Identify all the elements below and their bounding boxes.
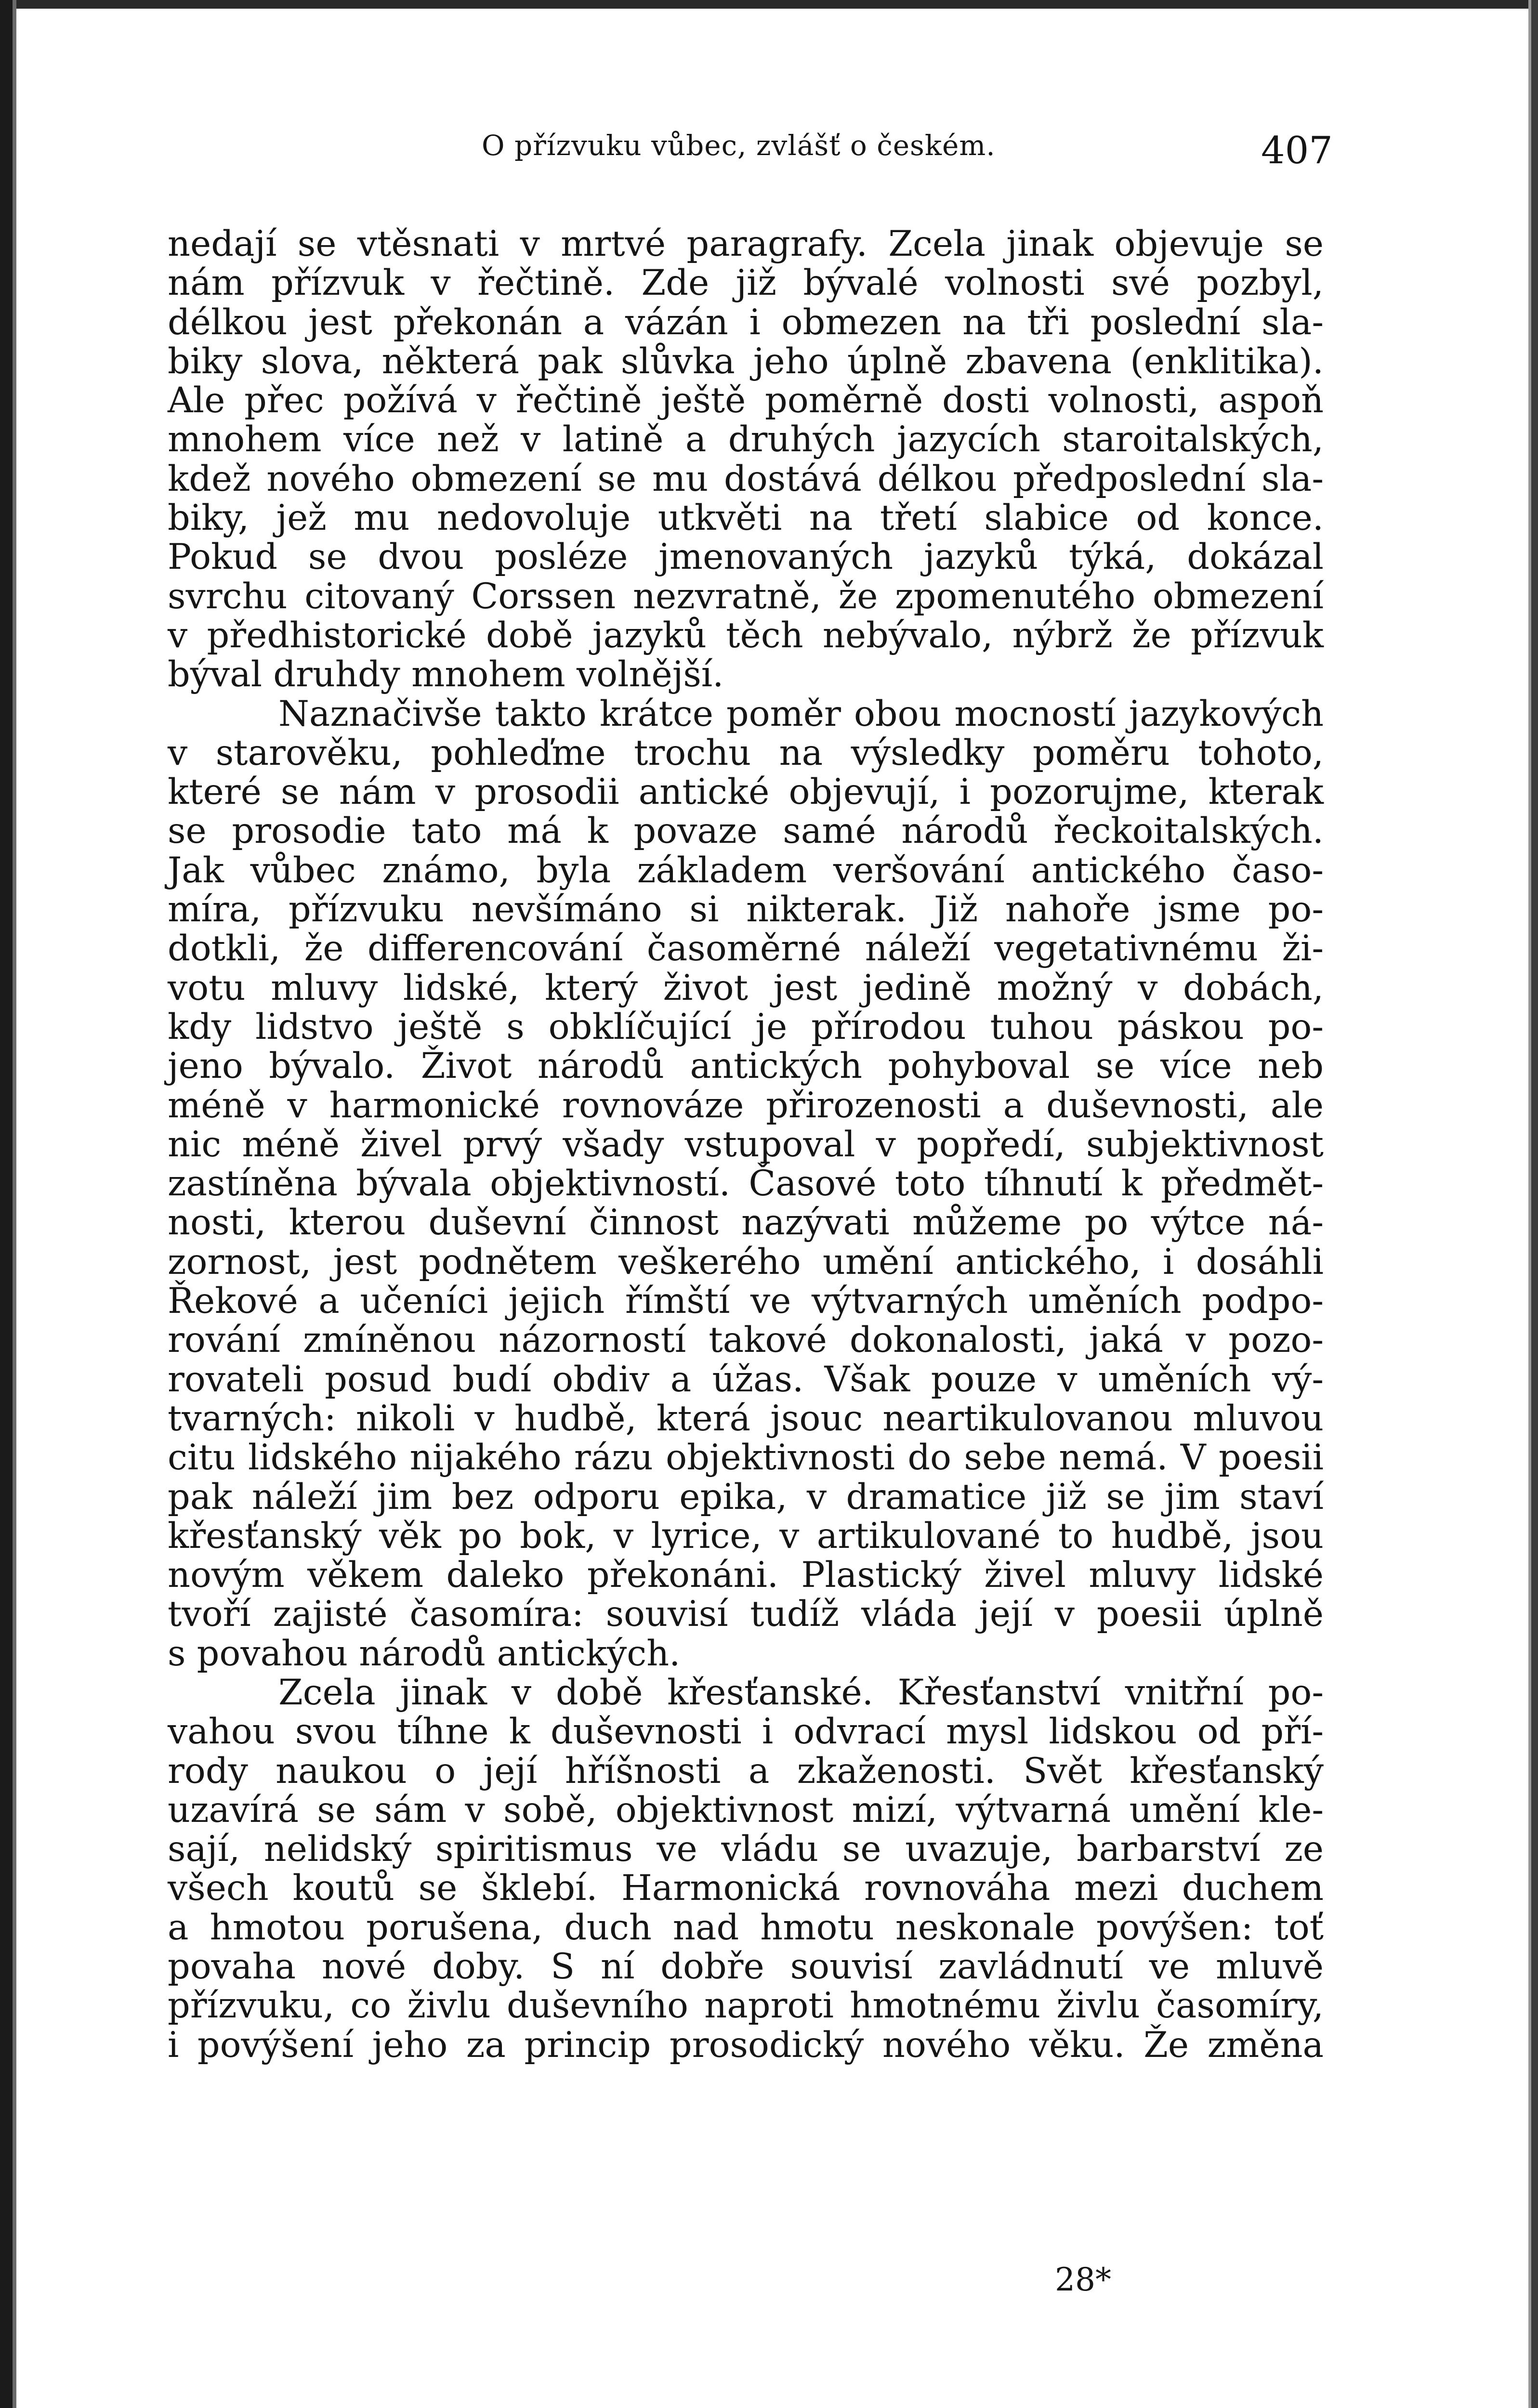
text-line: rody naukou o její hříšnosti a zkaženosti. Svět křesťanský (168, 1750, 1324, 1792)
text-line: míra, přízvuku nevšímáno si nikterak. Již nahoře jsme po- (168, 889, 1324, 930)
text-line: zornost, jest podnětem veškerého umění antického, i dosáhli (168, 1241, 1324, 1283)
text-line: mnohem více než v latině a druhých jazycích staroitalských, (168, 419, 1324, 460)
text-line: novým věkem daleko překonáni. Plastický živel mluvy lidské (168, 1555, 1324, 1596)
text-line: přízvuku, co živlu duševního naproti hmotnému živlu časomíry, (168, 1985, 1324, 2027)
text-line: Řekové a učeníci jejich římští ve výtvarných uměních podpo- (168, 1281, 1324, 1322)
text-line: votu mluvy lidské, který život jest jedině možný v dobách, (168, 967, 1324, 1008)
text-line: zastíněna bývala objektivností. Časové toto tíhnutí k předmět- (168, 1163, 1324, 1204)
text-line: Naznačivše takto krátce poměr obou mocností jazykových (278, 693, 1324, 734)
text-line: Ale přec požívá v řečtině ještě poměrně dosti volnosti, aspoň (168, 380, 1324, 421)
text-line: méně v harmonické rovnováze přirozenosti a duševnosti, ale (168, 1085, 1324, 1126)
text-line: uzavírá se sám v sobě, objektivnost mizí, výtvarná umění kle- (168, 1789, 1324, 1831)
body-text (168, 224, 1324, 2065)
text-line: všech koutů se šklebí. Harmonická rovnováha mezi duchem (168, 1868, 1324, 1909)
scan-border-left-shadow (13, 0, 16, 2408)
text-line: Pokud se dvou posléze jmenovaných jazyků týká, dokázal (168, 537, 1324, 578)
text-line: Jak vůbec známo, byla základem veršování antického časo- (168, 850, 1324, 891)
text-line: nám přízvuk v řečtině. Zde již bývalé volnosti své pozbyl, (168, 262, 1324, 304)
text-line: biky slova, některá pak slůvka jeho úplně zbavena (enklitika). (168, 340, 1324, 382)
text-line: které se nám v prosodii antické objevují, i pozorujme, kterak (168, 772, 1324, 813)
text-line: rovateli posud budí obdiv a úžas. Však pouze v uměních vý- (168, 1359, 1324, 1400)
text-line: s povahou národů antických. (168, 1633, 681, 1674)
text-line: svrchu citovaný Corssen nezvratně, že zpomenutého obmezení (168, 576, 1324, 617)
text-line: rování zmíněnou názorností takové dokonalosti, jaká v pozo- (168, 1320, 1324, 1361)
text-line: biky, jež mu nedovoluje utkvěti na třetí slabice od konce. (168, 497, 1324, 539)
text-line: kdež nového obmezení se mu dostává délkou předposlední sla- (168, 458, 1324, 499)
text-line: délkou jest překonán a vázán i obmezen na tři poslední sla- (168, 301, 1324, 343)
scan-border-left (0, 0, 13, 2408)
scan-border-right-shadow (1528, 0, 1531, 2408)
text-line: nic méně živel prvý všady vstupoval v popředí, subjektivnost (168, 1124, 1324, 1165)
text-line: v předhistorické době jazyků těch nebývalo, nýbrž že přízvuk (168, 615, 1324, 656)
text-line: tvarných: nikoli v hudbě, která jsouc neartikulovanou mluvou (168, 1398, 1324, 1439)
page-number: 407 (1261, 129, 1333, 172)
text-line: křesťanský věk po bok, v lyrice, v artikulované to hudbě, jsou (168, 1515, 1324, 1557)
text-line: tvoří zajisté časomíra: souvisí tudíž vláda její v poesii úplně (168, 1594, 1324, 1635)
text-line: i povýšení jeho za princip prosodický nového věku. Že změna (168, 2024, 1324, 2066)
running-header-title: O přízvuku vůbec, zvlášť o českém. (482, 129, 996, 162)
text-line: v starověku, pohleďme trochu na výsledky poměru tohoto, (168, 732, 1324, 773)
text-line: sají, nelidský spiritismus ve vládu se uvazuje, barbarství ze (168, 1829, 1324, 1870)
text-line: pak náleží jim bez odporu epika, v dramatice již se jim staví (168, 1476, 1324, 1518)
text-line: Zcela jinak v době křesťanské. Křesťanství vnitřní po- (278, 1672, 1324, 1713)
text-line: kdy lidstvo ještě s obklíčující je přírodou tuhou páskou po- (168, 1006, 1324, 1047)
text-line: citu lidského nijakého rázu objektivnosti do sebe nemá. V poesii (168, 1437, 1324, 1479)
signature-mark: 28* (1055, 2261, 1111, 2298)
text-line: jeno bývalo. Život národů antických pohyboval se více neb (168, 1046, 1324, 1087)
scan-border-top (0, 0, 1538, 9)
text-line: nosti, kterou duševní činnost nazývati můžeme po výtce ná- (168, 1202, 1324, 1243)
text-line: se prosodie tato má k povaze samé národů řeckoitalských. (168, 811, 1324, 852)
text-line: dotkli, že differencování časoměrné náleží vegetativnému ži- (168, 928, 1324, 969)
text-line: a hmotou porušena, duch nad hmotu neskonale povýšen: toť (168, 1907, 1324, 1948)
text-line: býval druhdy mnohem volnější. (168, 654, 724, 695)
text-line: vahou svou tíhne k duševnosti i odvrací mysl lidskou od pří- (168, 1711, 1324, 1753)
text-line: nedají se vtěsnati v mrtvé paragrafy. Zcela jinak objevuje se (168, 223, 1324, 264)
text-line: povaha nové doby. S ní dobře souvisí zavládnutí ve mluvě (168, 1946, 1324, 1988)
scan-border-right (1531, 0, 1538, 2408)
